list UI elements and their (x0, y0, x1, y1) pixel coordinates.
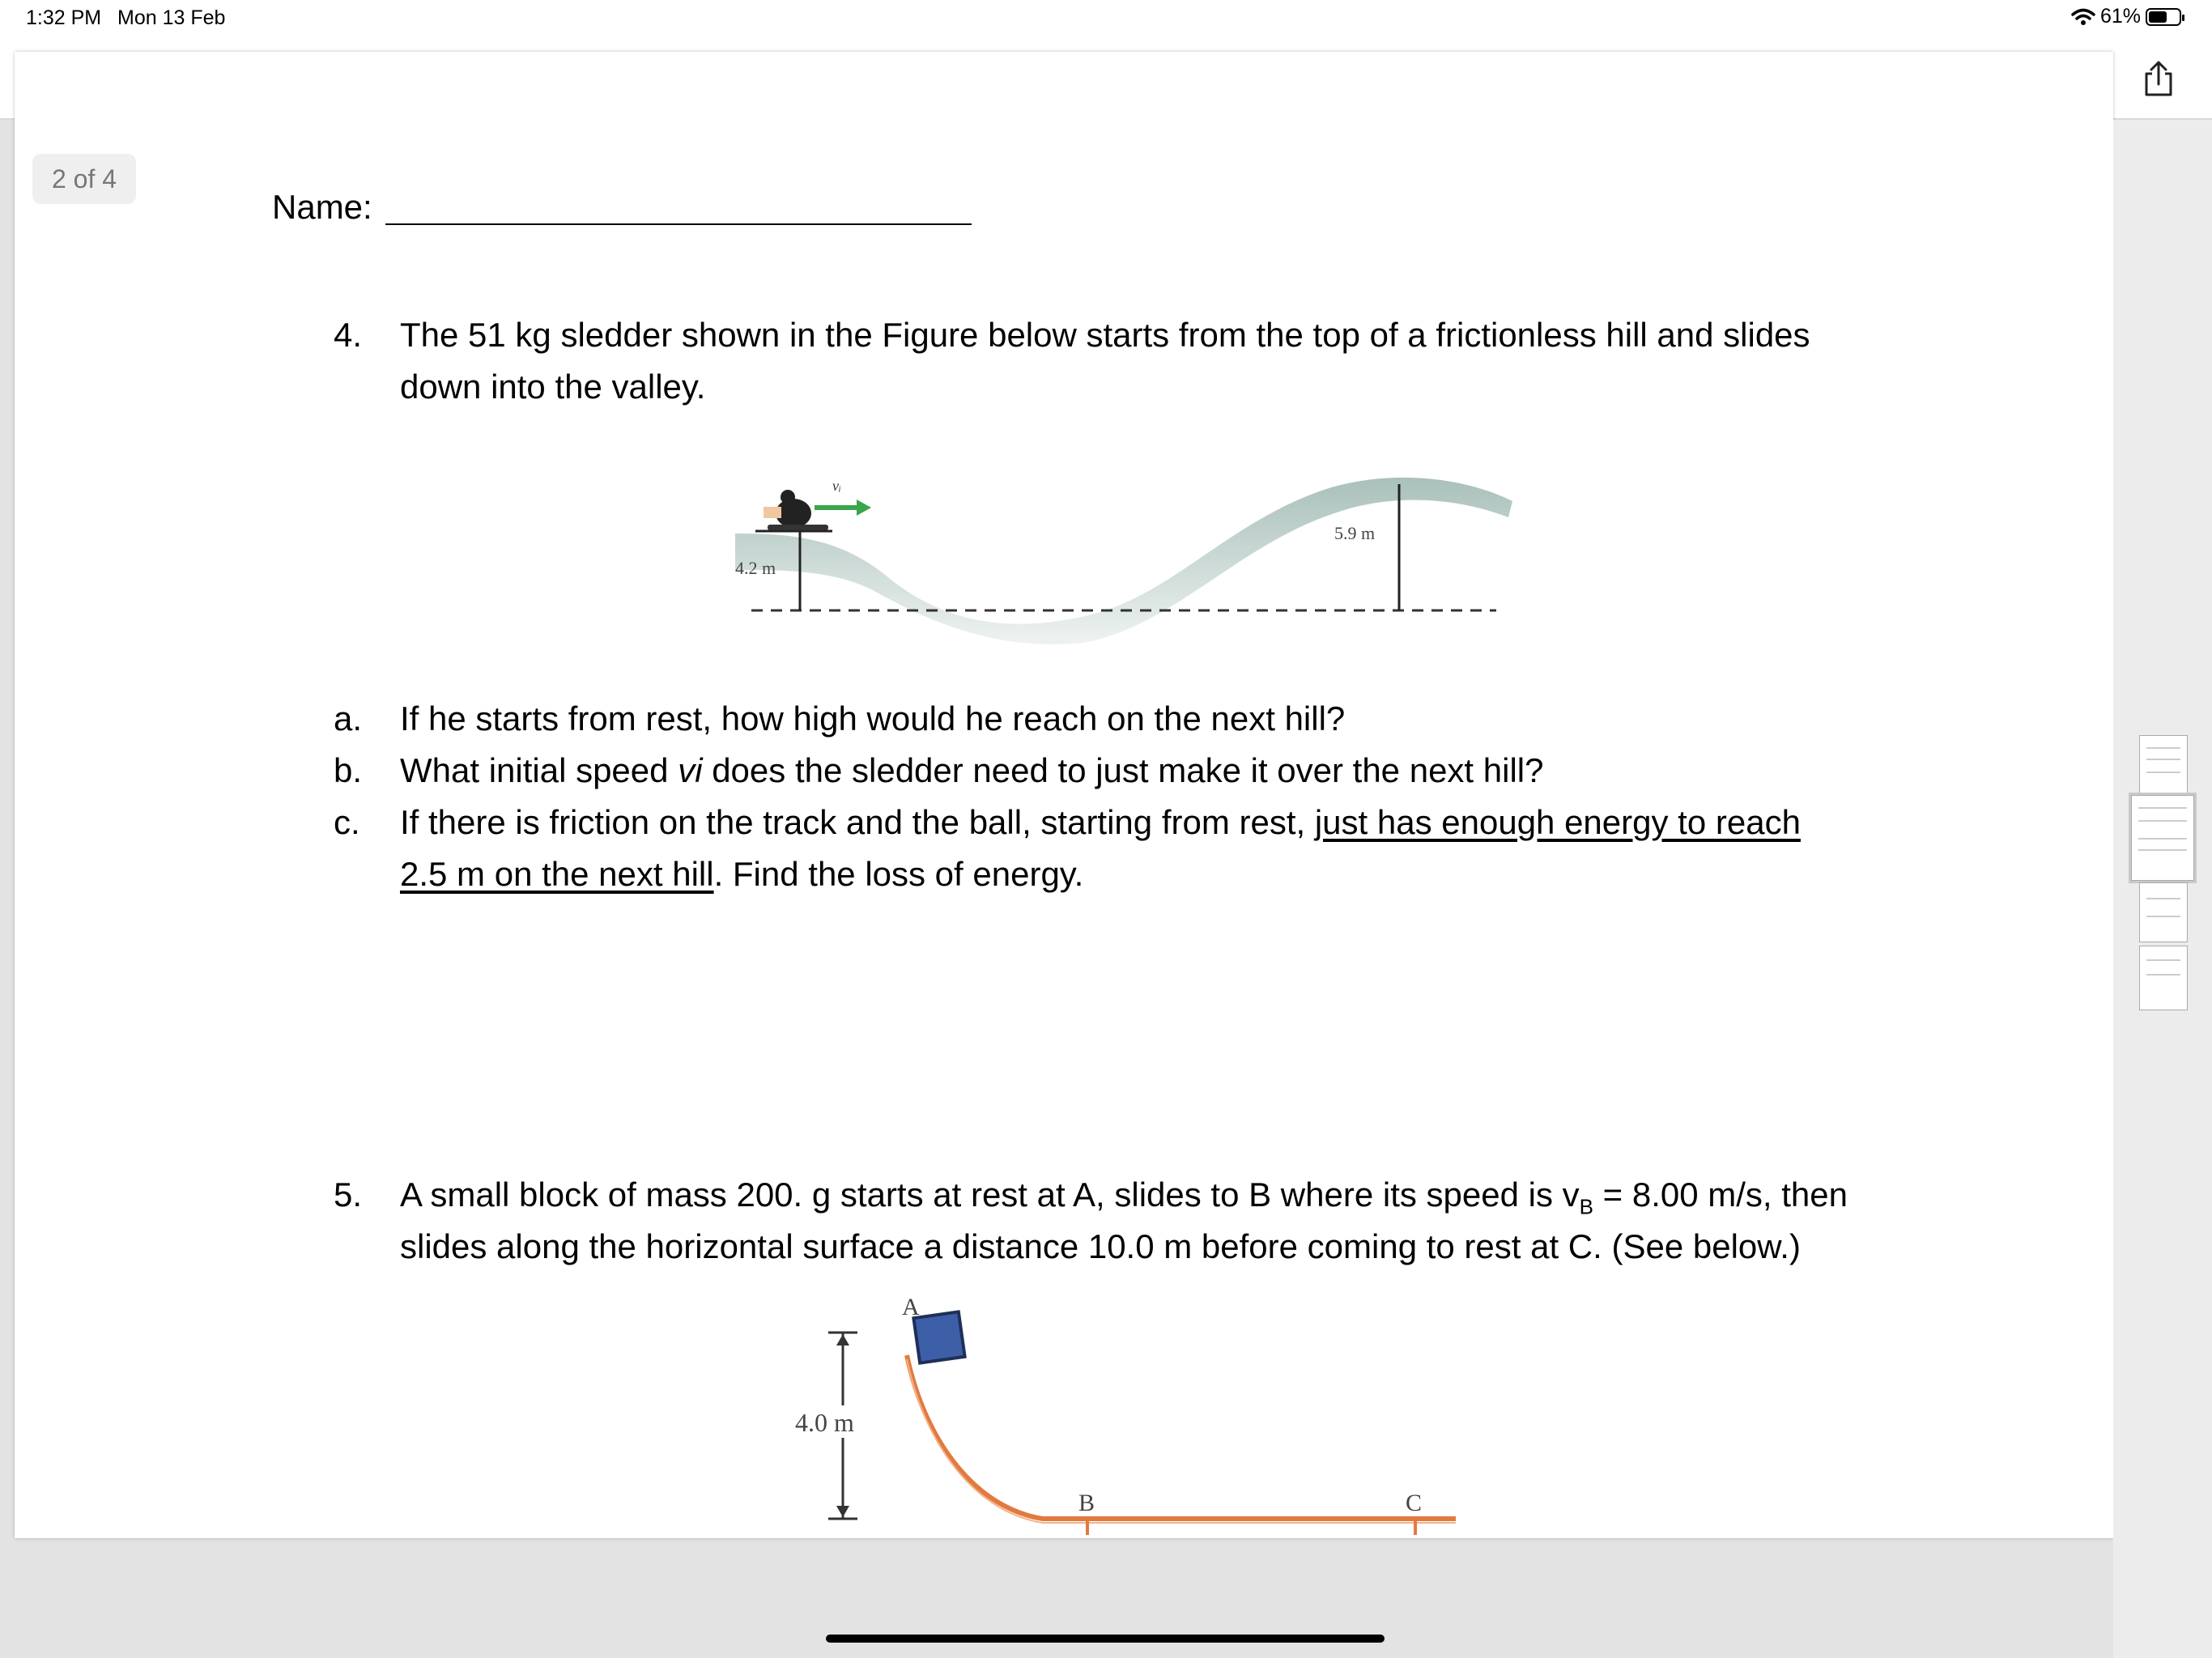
thumbnail-page-4[interactable] (2139, 946, 2188, 1010)
q4c-line2: 2.5 m on the next hill. Find the loss of energy. (400, 855, 1084, 893)
q4a-text: If he starts from rest, how high would he reach on the next hill? (400, 699, 1346, 738)
block-figure (768, 1299, 1496, 1538)
label-a: A (902, 1299, 920, 1320)
page-indicator: 2 of 4 (32, 154, 136, 204)
q4b-text: What initial speed vi does the sledder need to just make it over the next hill? (400, 751, 1544, 789)
q5-number: 5. (334, 1175, 363, 1214)
label-b: B (1078, 1490, 1095, 1516)
q4c-line1: If there is friction on the track and the ball, starting from rest, just has enough energy to reach (400, 803, 1801, 841)
name-label: Name: (272, 188, 372, 226)
q4-line1: The 51 kg sledder shown in the Figure below starts from the top of a frictionless hill and slides (400, 316, 1810, 354)
block (913, 1312, 964, 1363)
right-height-label: 5.9 m (1334, 523, 1376, 543)
q4a-letter: a. (334, 699, 363, 738)
q4c-letter: c. (334, 803, 360, 841)
label-c: C (1406, 1490, 1423, 1516)
wifi-icon (2071, 8, 2095, 26)
battery-percent: 61% (2099, 5, 2141, 28)
status-time: 1:32 PM (26, 6, 102, 29)
home-indicator[interactable] (826, 1635, 1385, 1643)
thumbnail-page-2[interactable] (2131, 795, 2194, 881)
q5-line1: A small block of mass 200. g starts at rest at A, slides to B where its speed is $v_B = 8.00$ m/s, then (400, 1175, 1848, 1219)
q4b-letter: b. (334, 751, 363, 789)
height-label: 4.0 m (795, 1408, 854, 1437)
status-date: Mon 13 Feb (117, 6, 226, 29)
share-icon[interactable] (2139, 60, 2178, 99)
hill-track (735, 478, 1512, 644)
status-indicators (2071, 5, 2181, 28)
name-underline (385, 223, 972, 225)
thumbnail-page-1[interactable] (2139, 735, 2188, 793)
q5-line2: slides along the horizontal surface a distance 10.0 m before coming to rest at C. (See below.) (400, 1227, 1801, 1265)
q4-line2: down into the valley. (400, 368, 706, 406)
q4-number: 4. (334, 316, 363, 354)
left-height-label: 4.2 m (735, 558, 776, 578)
thumbnail-page-3[interactable] (2139, 882, 2188, 942)
pdf-page[interactable] (15, 52, 2113, 1538)
sledder-figure (719, 457, 1529, 651)
velocity-label: vᵢ (832, 478, 841, 494)
ramp-track (907, 1355, 1456, 1519)
battery-icon (2146, 8, 2181, 26)
